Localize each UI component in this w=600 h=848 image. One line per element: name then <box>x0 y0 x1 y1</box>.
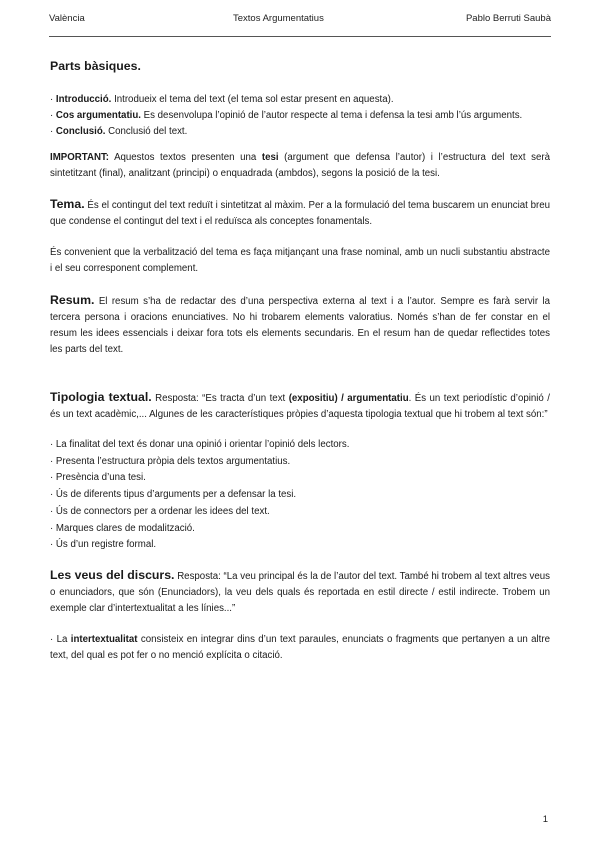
tipologia-pre: Resposta: “Es tracta d’un text <box>155 393 286 404</box>
list-item: · Ús de connectors per a ordenar les idees del text. <box>50 505 270 517</box>
intertext-text: consisteix en integrar dins d’un text paraules, enunciats o fragments que pertanyen a un altre text, del qual es pot fer o no menció explícita o citació. <box>50 633 550 661</box>
header-author: Pablo Berruti Saubà <box>465 13 551 24</box>
parts-item-label: Introducció. <box>55 94 112 105</box>
tema-text: És el contingut del text reduït i sintetitzat al màxim. Per a la formulació del tema buscarem un enunciat breu que condense el contingut del text i el reduïsca als conceptes fonamentals. <box>50 200 550 227</box>
parts-list <box>50 92 550 140</box>
important-post: (argument que defensa l’autor) i l’estructura del text serà sintetitzant (final), analitzant (principi) o enquadrada (ambdos), segons la posició de la tesi. <box>50 152 550 179</box>
important-pre: Aquestos textos presenten una <box>114 152 257 163</box>
tipologia-bold: (expositiu) / argumentatiu <box>288 393 409 404</box>
page-header <box>49 13 551 27</box>
list-item: · Ús de diferents tipus d’arguments per a defensar la tesi. <box>50 489 297 501</box>
parts-item-text: Es desenvolupa l’opinió de l’autor respecte al tema i defensa la tesi amb l’ús arguments. <box>143 110 523 121</box>
resum-text: El resum s’ha de redactar des d’una perspectiva externa al text i a l’autor. Sempre es farà servir la tercera persona i oracions enunciatives. No hi trobarem elements valoratius. Només s’han de fer constar en el resum les idees essencials i deixar fora tots els elements secundaris. En el resum han de quedar reflectides totes les parts del text. <box>50 296 550 355</box>
tipologia-post: . És un text periodístic d’opinió / és un text acadèmic,... Algunes de les característiques pròpies d’aquesta tipologia textual que hi trobem al text són:” <box>50 393 550 420</box>
section-title-veus: Les veus del discurs. <box>50 567 175 582</box>
parts-item-introduccio: · Introducció. Introdueix el tema del text (el tema sol estar present en aquesta). <box>50 94 394 105</box>
section-title-tipologia: Tipologia textual. <box>50 390 152 404</box>
list-item: · La finalitat del text és donar una opinió i orientar l’opinió dels lectors. <box>50 439 350 450</box>
parts-item-label: Cos argumentatiu. <box>55 110 141 121</box>
section-title-parts: Parts bàsiques. <box>50 59 141 73</box>
page-content <box>50 58 550 664</box>
intertextualitat-paragraph <box>50 632 550 664</box>
intertext-label: intertextualitat <box>70 633 138 645</box>
list-item: · Marques clares de modalització. <box>50 522 195 534</box>
veus-text: Resposta: “La veu principal és la de l’autor del text. També hi trobem al text altres veus o enunciadors, que són (Enunciadors), la veu dels quals és reportada en estil directe / estil indirecte. Trobem un exemple clar d’intertextualitat a les línies...” <box>50 570 550 614</box>
veus-paragraph <box>50 567 550 617</box>
important-tesi: tesi <box>261 152 279 163</box>
parts-item-conclusio: · Conclusió. Conclusió del text. <box>50 126 188 137</box>
header-document-title: Textos Argumentatius <box>233 13 324 24</box>
tipologia-list <box>50 437 550 554</box>
tema-paragraph-2: És convenient que la verbalització del tema es faça mitjançant una frase nominal, amb un nucli substantiu abstracte i el seu corresponent complement. <box>50 247 550 274</box>
list-item: · Presència d’una tesi. <box>50 472 146 484</box>
section-title-resum: Resum. <box>50 293 95 307</box>
parts-item-cos: · Cos argumentatiu. Es desenvolupa l’opinió de l’autor respecte al tema i defensa la tesi amb l’ús arguments. <box>50 110 523 121</box>
parts-item-text: Conclusió del text. <box>108 126 188 137</box>
important-label: IMPORTANT: <box>50 152 110 163</box>
important-note <box>50 150 550 182</box>
section-title-tema: Tema. <box>50 197 85 211</box>
list-item: · Ús d’un registre formal. <box>50 539 157 551</box>
parts-item-text: Introdueix el tema del text (el tema sol estar present en aquesta). <box>114 94 394 105</box>
intertext-prefix: · La <box>50 633 68 645</box>
header-divider <box>49 36 551 37</box>
page-number: 1 <box>542 814 548 825</box>
header-city: València <box>49 13 85 24</box>
tema-paragraph <box>50 196 550 230</box>
parts-item-label: Conclusió. <box>55 126 106 137</box>
tipologia-paragraph <box>50 389 550 423</box>
list-item: · Presenta l’estructura pròpia dels textos argumentatius. <box>50 455 291 467</box>
resum-paragraph <box>50 292 550 358</box>
